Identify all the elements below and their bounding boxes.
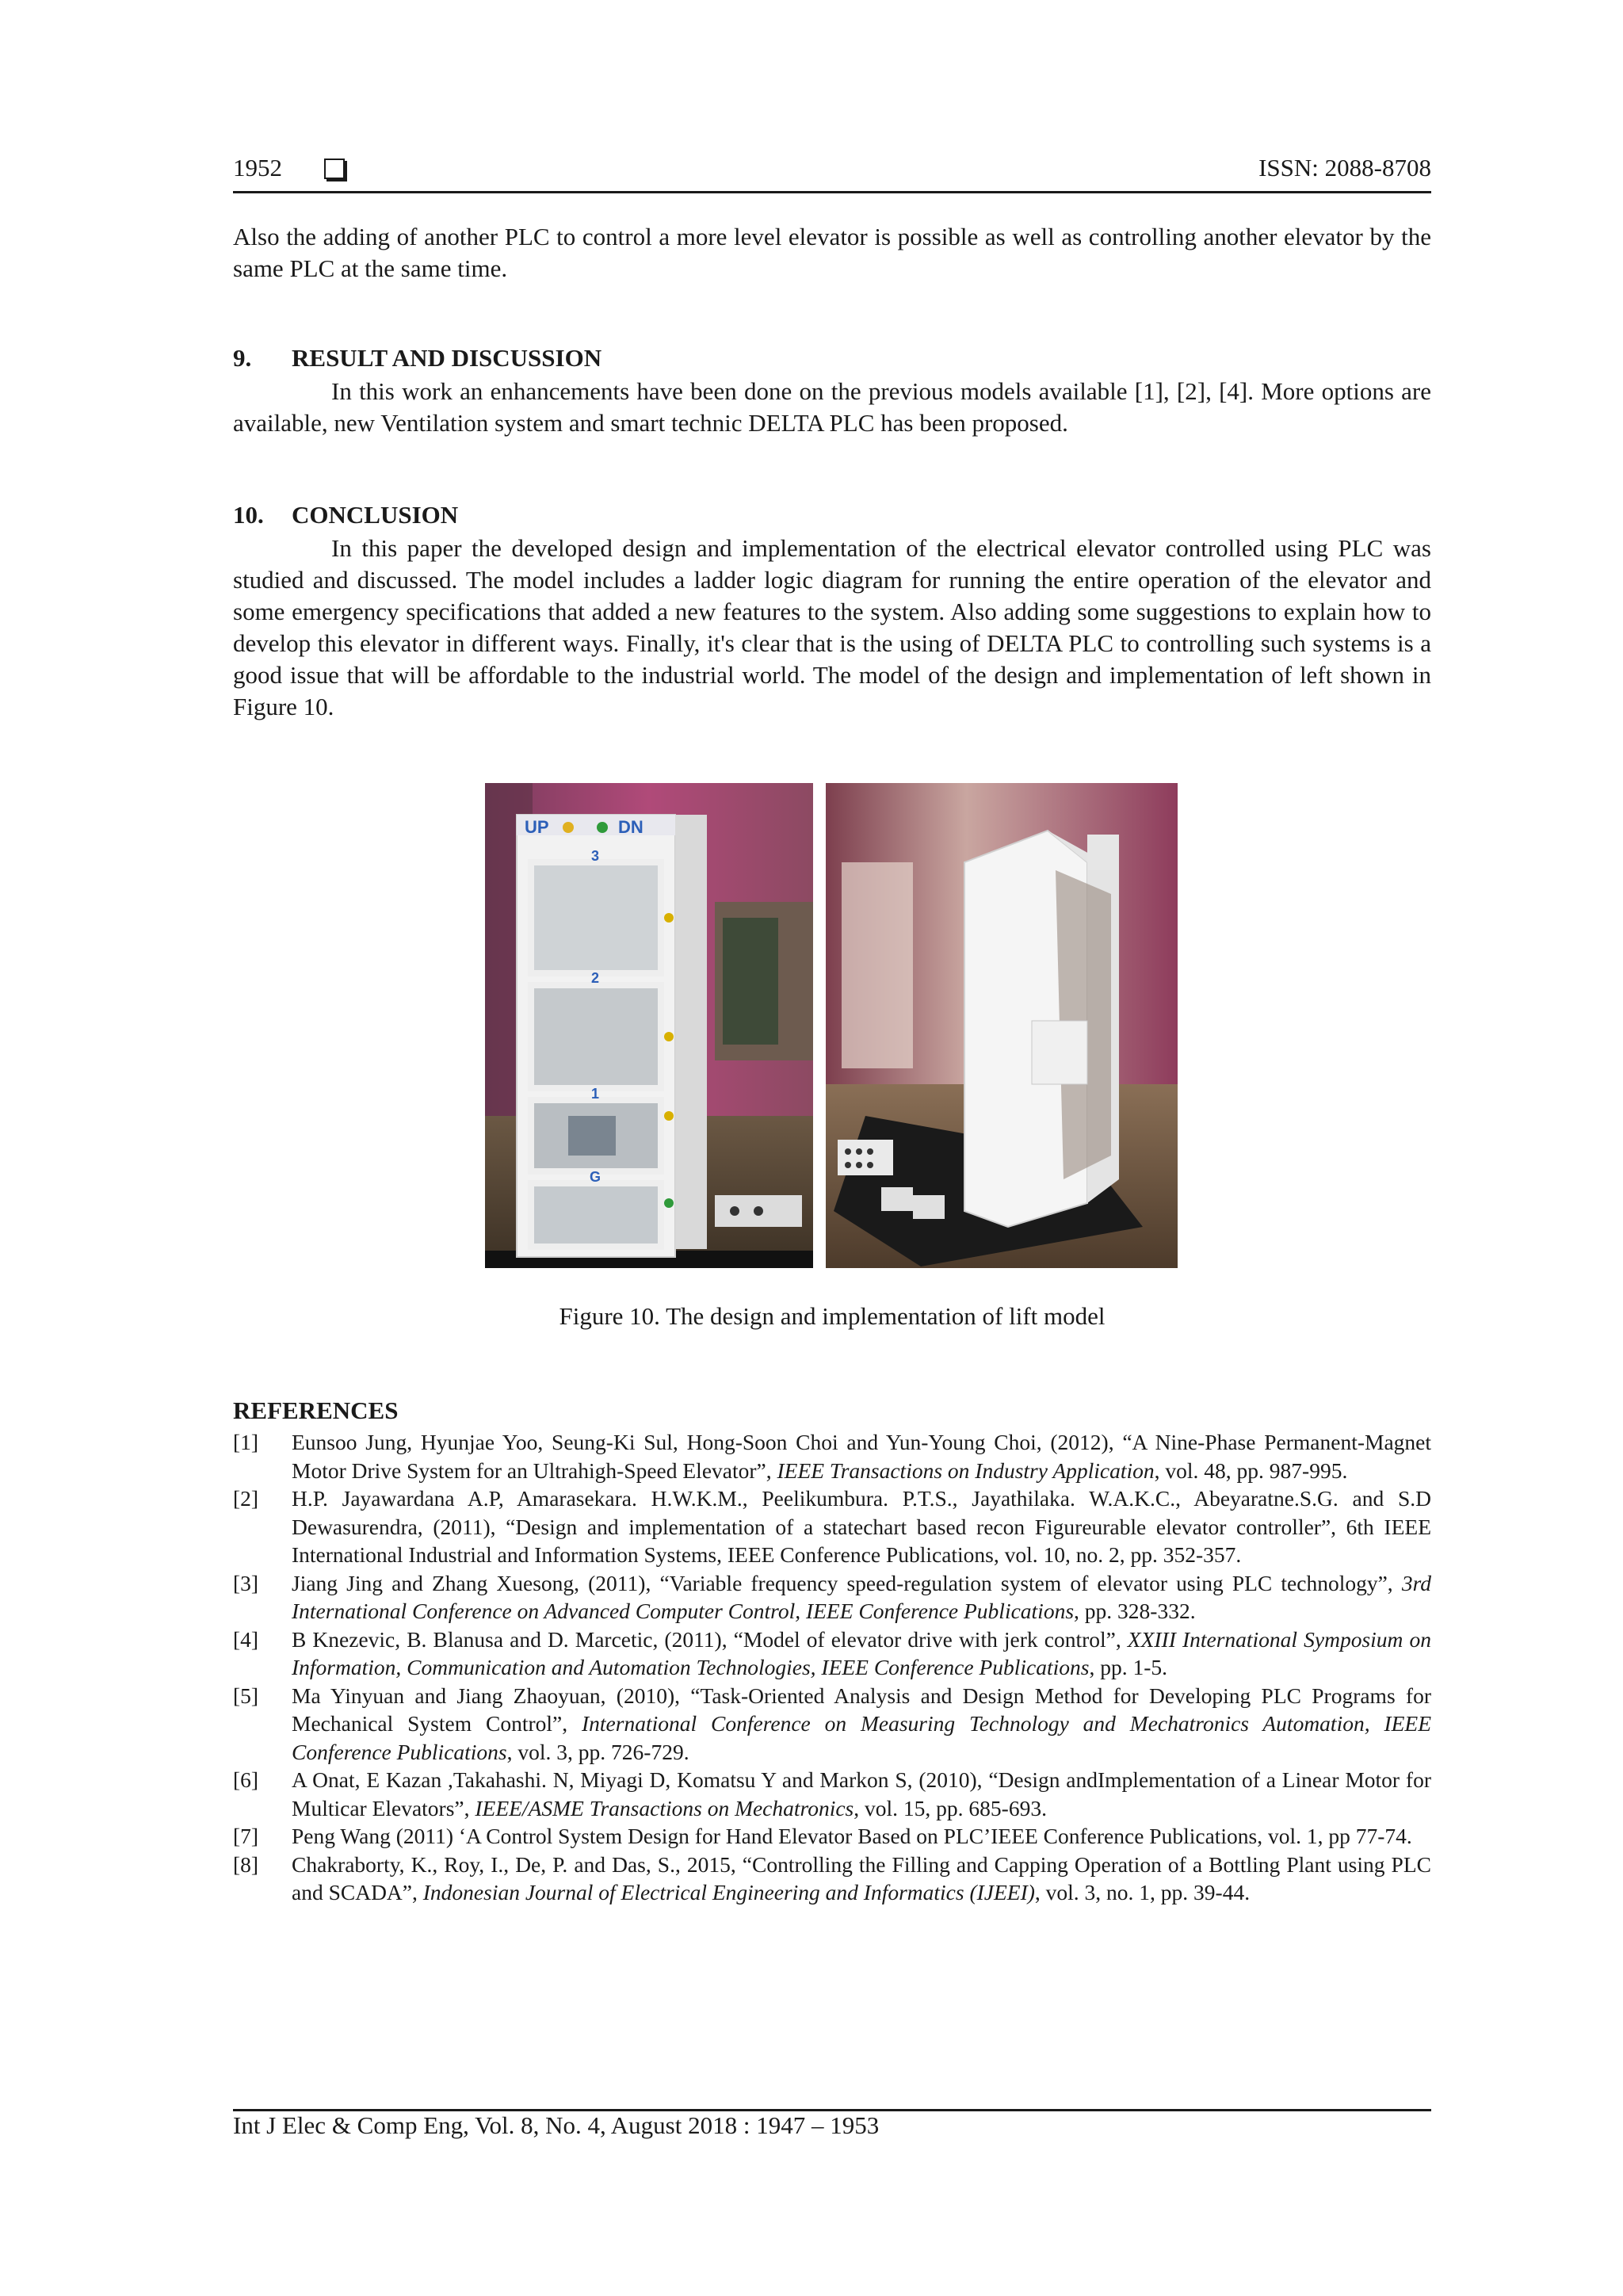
- reference-venue: Indonesian Journal of Electrical Engineering and Informatics (IJEEI): [422, 1880, 1035, 1904]
- reference-index: [3]: [233, 1570, 259, 1595]
- elevator-model-side-photo: [826, 783, 1178, 1268]
- reference-item: [233, 1766, 1431, 1822]
- floor-2-label: 2: [591, 970, 600, 986]
- square-bullet-icon: [324, 159, 345, 179]
- reference-item: [233, 1822, 1431, 1851]
- figure-photo-front: [485, 783, 813, 1268]
- reference-details: , vol. 15, pp. 685-693.: [854, 1795, 1047, 1820]
- reference-item: [233, 1626, 1431, 1682]
- reference-details: , vol. 3, no. 1, pp. 39-44.: [1034, 1880, 1251, 1904]
- reference-text: Chakraborty, K., Roy, I., De, P. and Das, S., 2015, “Controlling the Filling and Capping Operation of a Bottling Plant using PLC and SCADA”,: [292, 1851, 1431, 1904]
- floor-3-label: 3: [591, 848, 600, 864]
- reference-index: [4]: [233, 1626, 259, 1652]
- references-heading: REFERENCES: [233, 1396, 399, 1424]
- section-number: 9.: [233, 344, 252, 372]
- reference-text: Eunsoo Jung, Hyunjae Yoo, Seung-Ki Sul, Hong-Soon Choi and Yun-Young Choi, (2012), “A Nine-Phase Permanent-Magnet Motor Drive System for an Ultrahigh-Speed Elevator”,: [292, 1430, 1431, 1483]
- reference-venue: IEEE Transactions on Industry Application: [777, 1457, 1155, 1483]
- reference-text: Jiang Jing and Zhang Xuesong, (2011), “Variable frequency speed-regulation system of elevator using PLC technology”,: [292, 1570, 1402, 1595]
- section-body-results: In this work an enhancements have been done on the previous models available [1], [2], [4]. More options are available, new Ventilation system and smart technic DELTA PLC has been proposed.: [233, 377, 1431, 437]
- figure-caption: Figure 10. The design and implementation of lift model: [559, 1302, 1106, 1330]
- figure-photo-side: [826, 783, 1178, 1268]
- header-rule: [233, 191, 1431, 193]
- reference-index: [8]: [233, 1851, 259, 1877]
- section-body-conclusion: In this paper the developed design and implementation of the electrical elevator controlled using PLC was studied and discussed. The model includes a ladder logic diagram for running the entire operation of the elevator and some emergency specifications that added a new features to the system. Also adding some suggestions to explain how to develop this elevator in different ways. Finally, it's clear that is the using of DELTA PLC to controlling such systems is a good issue that will be affordable to the industrial world. The model of the design and implementation of left shown in Figure 10.: [233, 534, 1431, 720]
- reference-details: , pp. 328-332.: [1074, 1599, 1196, 1623]
- references-list: [233, 1428, 1431, 1907]
- reference-text: B Knezevic, B. Blanusa and D. Marcetic, (2011), “Model of elevator drive with jerk control”,: [292, 1626, 1128, 1652]
- reference-index: [7]: [233, 1824, 259, 1848]
- reference-item: [233, 1569, 1431, 1626]
- section-heading-conclusion: [233, 501, 458, 529]
- reference-venue: 3rd International Conference on Advanced Computer Control, IEEE Conference Publications: [292, 1570, 1431, 1623]
- reference-item: [233, 1851, 1431, 1907]
- up-label: UP: [525, 817, 549, 837]
- reference-text: H.P. Jayawardana A.P, Amarasekara. H.W.K.M., Peelikumbura. P.T.S., Jayathilaka. W.A.K.C., Abeyaratne.S.G. and S.D Dewasurendra, (2011), “Design and implementation of a statechart based recon Figureurable elevator controller”, 6th IEEE International Industrial and Information Systems, IEEE Conference Publications, vol. 10, no. 2, pp. 352-357.: [292, 1486, 1431, 1567]
- reference-details: , pp. 1-5.: [1089, 1655, 1168, 1679]
- down-label: DN: [618, 817, 643, 837]
- reference-venue: International Conference on Measuring Technology and Mechatronics Automation, IEEE Conference Publications: [292, 1711, 1432, 1764]
- running-header: [233, 154, 1431, 192]
- reference-index: [6]: [233, 1767, 259, 1792]
- issn: ISSN: 2088-8708: [1258, 154, 1431, 181]
- reference-item: [233, 1484, 1431, 1569]
- intro-paragraph: Also the adding of another PLC to control a more level elevator is possible as well as controlling another elevator by the same PLC at the same time.: [233, 223, 1431, 282]
- section-number: 10.: [233, 501, 264, 529]
- section-title: RESULT AND DISCUSSION: [292, 344, 602, 372]
- reference-text: Peng Wang (2011) ‘A Control System Design for Hand Elevator Based on PLC’IEEE Conference Publications, vol. 1, pp 77-74.: [292, 1824, 1412, 1848]
- reference-text: Ma Yinyuan and Jiang Zhaoyuan, (2010), “Task-Oriented Analysis and Design Method for Developing PLC Programs for Mechanical System Control”,: [292, 1683, 1431, 1736]
- reference-index: [5]: [233, 1683, 259, 1708]
- reference-venue: IEEE/ASME Transactions on Mechatronics: [475, 1795, 854, 1820]
- reference-item: [233, 1428, 1431, 1484]
- reference-index: [2]: [233, 1486, 259, 1511]
- floor-g-label: G: [590, 1169, 601, 1185]
- reference-text: A Onat, E Kazan ,Takahashi. N, Miyagi D, Komatsu Y and Markon S, (2010), “Design andImplementation of a Linear Motor for Multicar Elevators”,: [292, 1767, 1431, 1820]
- section-heading-results: [233, 344, 601, 372]
- reference-details: , vol. 3, pp. 726-729.: [506, 1739, 689, 1764]
- reference-item: [233, 1682, 1431, 1767]
- reference-details: , vol. 48, pp. 987-995.: [1154, 1457, 1348, 1483]
- footer-citation: Int J Elec & Comp Eng, Vol. 8, No. 4, August 2018 : 1947 – 1953: [233, 2111, 880, 2139]
- page-number: 1952: [233, 154, 282, 181]
- floor-1-label: 1: [591, 1086, 600, 1102]
- reference-venue: XXIII International Symposium on Information, Communication and Automation Technologies, IEEE Conference Publications: [292, 1626, 1431, 1679]
- section-title: CONCLUSION: [292, 501, 459, 529]
- elevator-model-front-photo: [485, 783, 813, 1268]
- reference-index: [1]: [233, 1430, 259, 1454]
